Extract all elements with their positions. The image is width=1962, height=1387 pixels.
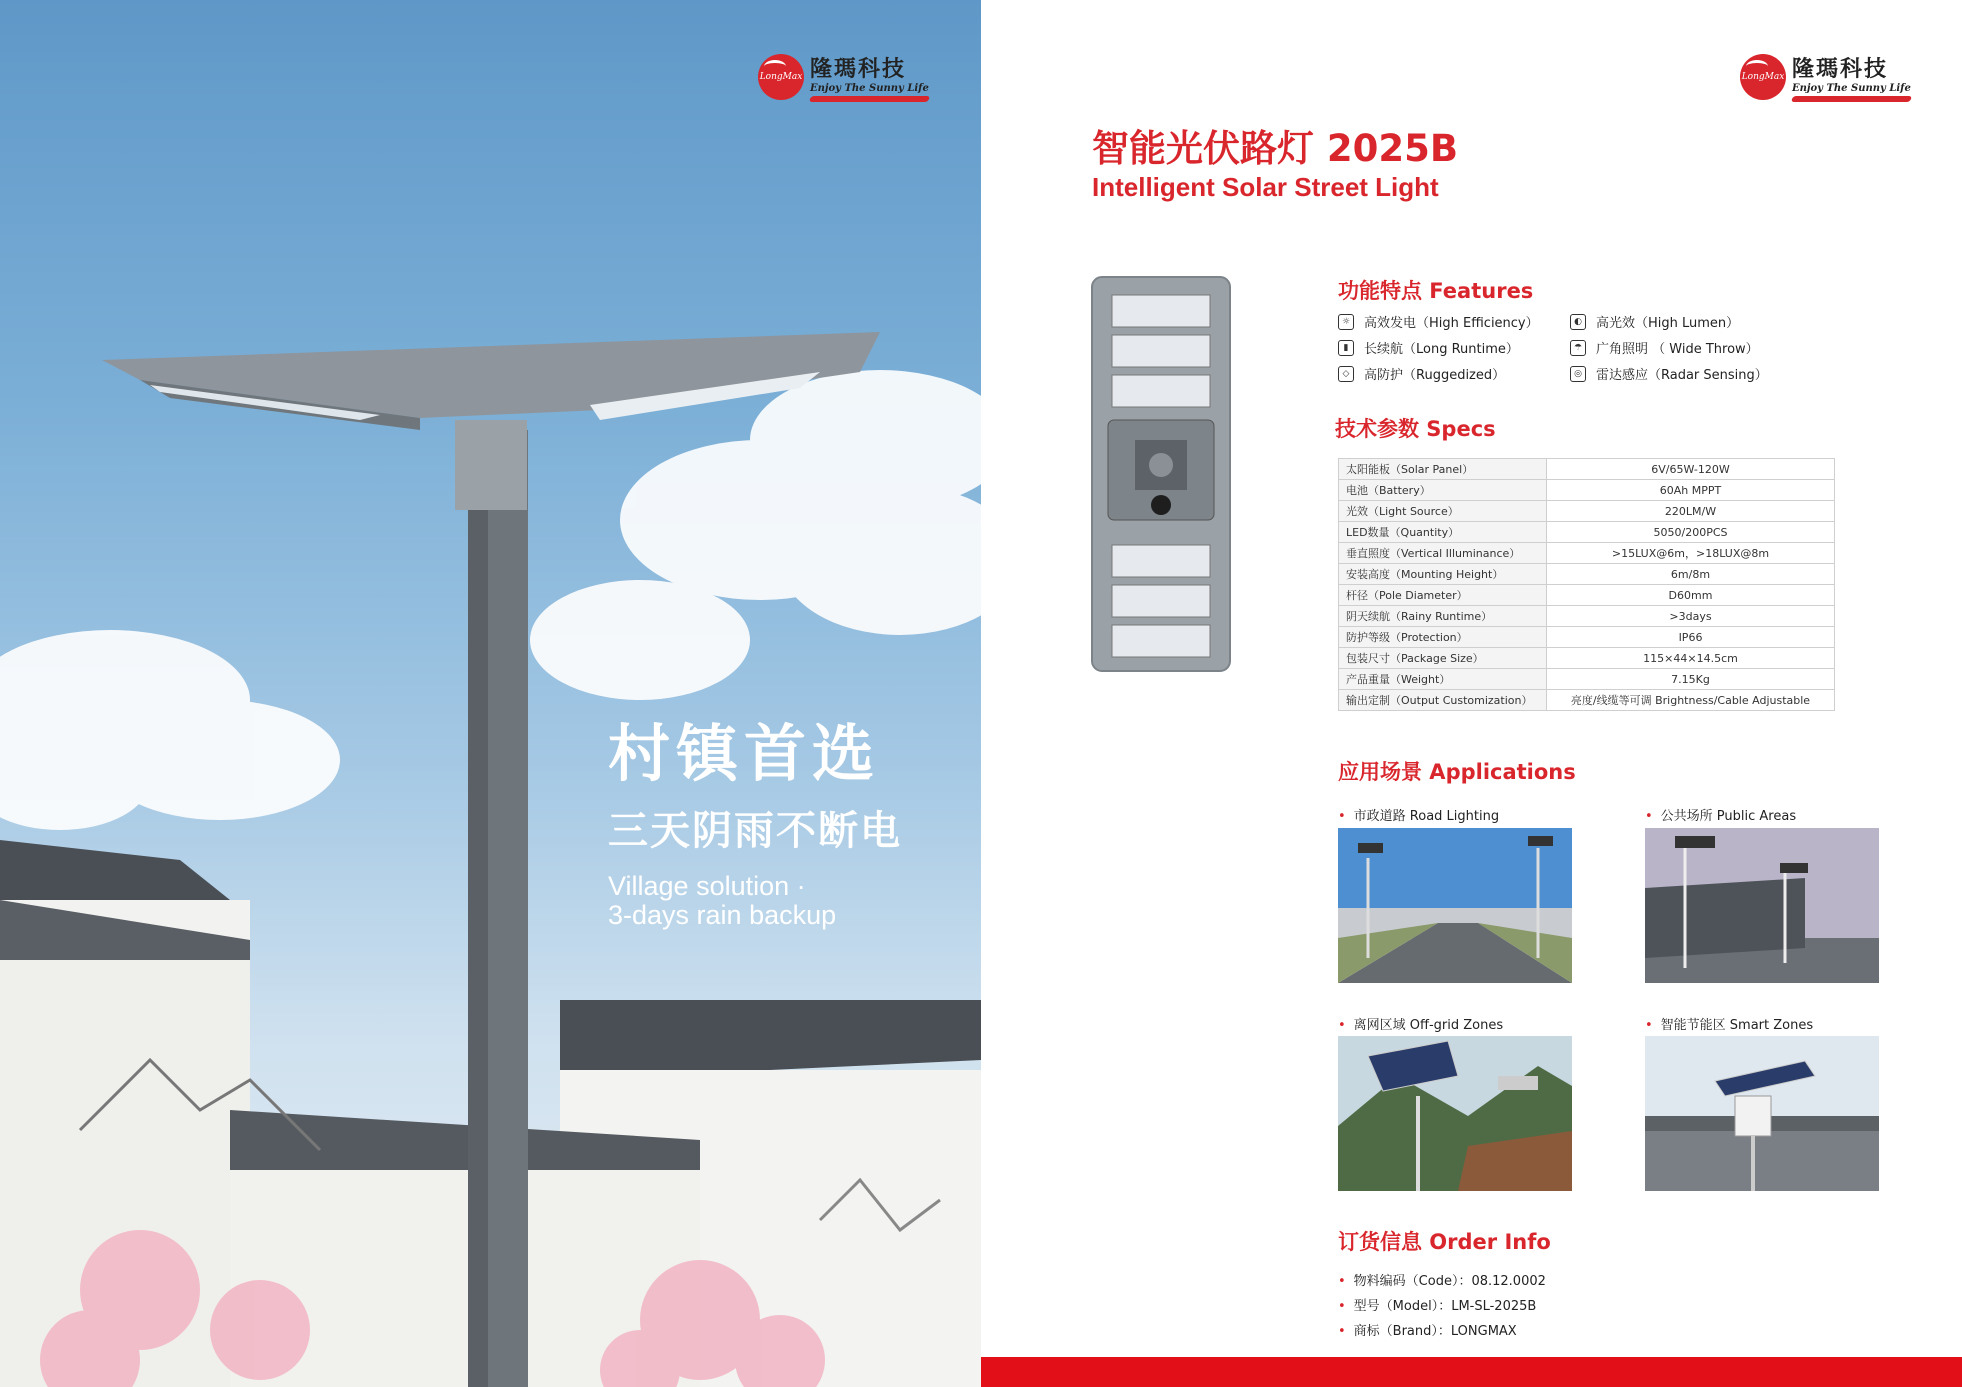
spec-key: 输出定制（Output Customization） <box>1339 690 1547 711</box>
applications-heading: 应用场景 Applications <box>1338 760 1576 784</box>
bullet: • <box>1338 1299 1346 1314</box>
tagline-en-line2: 3-days rain backup <box>608 900 837 930</box>
specs-table <box>1338 458 1835 711</box>
table-row <box>1339 543 1835 564</box>
spec-key: 包装尺寸（Package Size） <box>1339 648 1547 669</box>
lamp-head <box>102 332 880 418</box>
table-row <box>1339 459 1835 480</box>
spec-value: 7.15Kg <box>1547 669 1835 690</box>
bullet: • <box>1338 1324 1346 1339</box>
brush-stroke <box>1791 96 1912 102</box>
bullet: • <box>1338 1018 1346 1033</box>
brand-slogan: Enjoy The Sunny Life <box>1792 83 1911 94</box>
headline-cn: 村镇首选 <box>608 717 881 790</box>
spec-key: LED数量（Quantity） <box>1339 522 1547 543</box>
table-row <box>1339 564 1835 585</box>
feature-item <box>1570 338 1759 357</box>
bullet: • <box>1645 1018 1653 1033</box>
shield-icon: ◇ <box>1338 366 1354 382</box>
feature-label: 高防护（Ruggedized） <box>1364 368 1506 383</box>
table-row <box>1339 690 1835 711</box>
order-heading: 订货信息 Order Info <box>1338 1230 1551 1254</box>
cover-headline <box>608 704 902 930</box>
specs-heading: 技术参数 Specs <box>1335 417 1496 441</box>
bullet: • <box>1645 809 1653 824</box>
spec-page <box>981 0 1962 1387</box>
tagline-en-line1: Village solution · <box>608 871 806 901</box>
spec-key: 产品重量（Weight） <box>1339 669 1547 690</box>
application-label: • 离网区域 Off-grid Zones <box>1338 1018 1504 1033</box>
lamp-icon: ◐ <box>1570 314 1586 330</box>
application-label: • 市政道路 Road Lighting <box>1338 809 1500 824</box>
feature-label: 广角照明 （ Wide Throw） <box>1596 342 1759 357</box>
feature-label: 雷达感应（Radar Sensing） <box>1596 368 1768 383</box>
table-row <box>1339 669 1835 690</box>
logo-mark: LongMax <box>758 54 804 100</box>
subline-cn: 三天阴雨不断电 <box>608 808 902 854</box>
bottom-red-bar <box>981 1357 1962 1387</box>
features-heading: 功能特点 Features <box>1338 279 1534 303</box>
table-row <box>1339 501 1835 522</box>
product-image <box>1090 275 1235 675</box>
table-row <box>1339 522 1835 543</box>
product-title-cn: 智能光伏路灯 2025B <box>1092 127 1459 170</box>
brand-name: 隆瑪科技 <box>810 56 907 82</box>
product-title-en: Intelligent Solar Street Light <box>1092 172 1439 202</box>
order-model: • 型号（Model）：LM-SL-2025B <box>1338 1299 1537 1314</box>
application-label: • 公共场所 Public Areas <box>1645 809 1797 824</box>
spec-key: 太阳能板（Solar Panel） <box>1339 459 1547 480</box>
spec-value: IP66 <box>1547 627 1835 648</box>
spec-key: 电池（Battery） <box>1339 480 1547 501</box>
brand-name: 隆瑪科技 <box>1792 56 1889 82</box>
logo-mark: LongMax <box>1740 54 1786 100</box>
brand-slogan: Enjoy The Sunny Life <box>810 83 929 94</box>
feature-label: 高光效（High Lumen） <box>1596 316 1740 331</box>
spec-value: 亮度/线缆等可调 Brightness/Cable Adjustable <box>1547 690 1835 711</box>
spec-value: 6m/8m <box>1547 564 1835 585</box>
feature-label: 高效发电（High Efficiency） <box>1364 316 1539 331</box>
feature-item <box>1570 312 1739 331</box>
spec-value: 60Ah MPPT <box>1547 480 1835 501</box>
brand-logo-right <box>1740 52 1911 102</box>
spec-value: 220LM/W <box>1547 501 1835 522</box>
feature-item <box>1338 312 1539 331</box>
spec-key: 防护等级（Protection） <box>1339 627 1547 648</box>
off-grid-zones-photo <box>1338 1036 1572 1191</box>
feature-label: 长续航（Long Runtime） <box>1364 342 1519 357</box>
smart-zones-photo <box>1645 1036 1879 1191</box>
public-areas-photo <box>1645 828 1879 983</box>
bullet: • <box>1338 1274 1346 1289</box>
table-row <box>1339 606 1835 627</box>
application-label: • 智能节能区 Smart Zones <box>1645 1018 1814 1033</box>
table-row <box>1339 585 1835 606</box>
spec-key: 安装高度（Mounting Height） <box>1339 564 1547 585</box>
brush-stroke <box>809 96 930 102</box>
radar-icon: ◎ <box>1570 366 1586 382</box>
spec-key: 光效（Light Source） <box>1339 501 1547 522</box>
table-row <box>1339 480 1835 501</box>
brand-logo <box>758 52 929 102</box>
table-row <box>1339 648 1835 669</box>
spec-key: 阴天续航（Rainy Runtime） <box>1339 606 1547 627</box>
order-brand: • 商标（Brand）：LONGMAX <box>1338 1324 1517 1339</box>
spec-value: D60mm <box>1547 585 1835 606</box>
table-row <box>1339 627 1835 648</box>
feature-item <box>1570 364 1768 383</box>
spec-key: 垂直照度（Vertical Illuminance） <box>1339 543 1547 564</box>
spec-value: 6V/65W-120W <box>1547 459 1835 480</box>
feature-item <box>1338 338 1519 357</box>
feature-item <box>1338 364 1505 383</box>
sun-panel-icon: ☼ <box>1338 314 1354 330</box>
spec-value: >3days <box>1547 606 1835 627</box>
bullet: • <box>1338 809 1346 824</box>
spec-value: >15LUX@6m，>18LUX@8m <box>1547 543 1835 564</box>
spec-value: 5050/200PCS <box>1547 522 1835 543</box>
spec-value: 115×44×14.5cm <box>1547 648 1835 669</box>
tagline-en <box>608 872 902 930</box>
umbrella-icon: ☂ <box>1570 340 1586 356</box>
order-code: • 物料编码（Code）：08.12.0002 <box>1338 1274 1546 1289</box>
road-lighting-photo <box>1338 828 1572 983</box>
spec-key: 杆径（Pole Diameter） <box>1339 585 1547 606</box>
battery-icon: ▮ <box>1338 340 1354 356</box>
